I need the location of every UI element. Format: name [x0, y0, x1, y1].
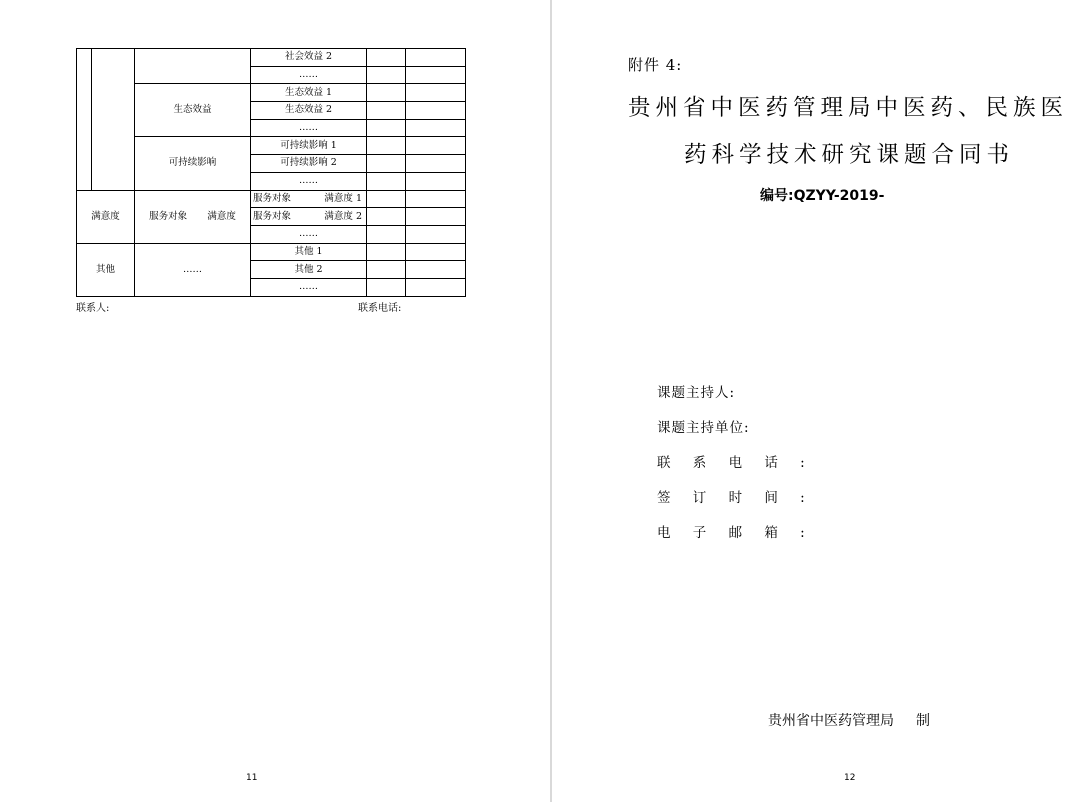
table-cell [77, 49, 92, 191]
table-cell-text: 满意度 1 [324, 192, 362, 204]
table-cell: …… [251, 225, 367, 243]
table-cell [406, 190, 466, 208]
table-cell: …… [251, 278, 367, 296]
table-cell [406, 225, 466, 243]
table-row [77, 84, 466, 102]
issuing-organization: 贵州省中医药管理局 [768, 713, 894, 729]
table-cell-text: 服务对象 [149, 210, 188, 222]
table-cell-text: 满意度 [207, 210, 236, 222]
table-cell [367, 172, 406, 190]
table-cell [406, 208, 466, 226]
table-cell [406, 243, 466, 261]
table-cell [135, 49, 251, 84]
table-cell-text: 服务对象 [253, 192, 292, 204]
host-field-label: 课题主持人: [657, 385, 736, 401]
table-cell: 可持续影响 2 [251, 155, 367, 173]
table-cell [135, 190, 251, 243]
email-field-label: 电 子 邮 箱 : [657, 525, 814, 541]
table-cell-text: 服务对象 [253, 210, 292, 222]
sign-date-field-label: 签 订 时 间 : [657, 490, 814, 506]
table-cell: …… [135, 243, 251, 296]
table-row [77, 49, 466, 67]
table-cell: 生态效益 2 [251, 102, 367, 120]
table-cell: 其他 1 [251, 243, 367, 261]
table-cell [367, 137, 406, 155]
table-cell: 可持续影响 1 [251, 137, 367, 155]
contact-person-label: 联系人: [76, 303, 110, 314]
table-cell [367, 208, 406, 226]
table-cell-text: 满意度 2 [324, 210, 362, 222]
table-cell [406, 49, 466, 67]
document-title-line2: 药科学技术研究课题合同书 [684, 142, 1015, 168]
table-cell: …… [251, 66, 367, 84]
table-cell [367, 190, 406, 208]
table-row [77, 190, 466, 208]
table-cell [406, 172, 466, 190]
performance-indicator-table [76, 48, 466, 297]
table-cell [367, 66, 406, 84]
table-cell: 其他 [77, 243, 135, 296]
table-cell [92, 49, 135, 191]
table-cell [406, 155, 466, 173]
table-cell: …… [251, 119, 367, 137]
table-cell [406, 102, 466, 120]
table-cell [367, 155, 406, 173]
table-cell: 满意度 [77, 190, 135, 243]
table-cell [251, 208, 367, 226]
table-cell [367, 225, 406, 243]
table-cell: 可持续影响 [135, 137, 251, 190]
attachment-label: 附件 4: [628, 56, 683, 74]
document-title-line1: 贵州省中医药管理局中医药、民族医 [628, 95, 1069, 121]
table-cell: 生态效益 1 [251, 84, 367, 102]
table-cell: …… [251, 172, 367, 190]
page-number: 12 [844, 773, 856, 783]
table-cell: 社会效益 2 [251, 49, 367, 67]
table-cell [367, 119, 406, 137]
contact-phone-label: 联系电话: [358, 303, 402, 314]
table-cell [367, 278, 406, 296]
table-cell [367, 49, 406, 67]
table-cell [406, 137, 466, 155]
table-cell [406, 119, 466, 137]
table-cell [406, 66, 466, 84]
right-page [552, 0, 1081, 802]
unit-field-label: 课题主持单位: [657, 420, 750, 436]
table-cell [367, 84, 406, 102]
table-cell [406, 261, 466, 279]
table-cell [406, 84, 466, 102]
table-cell: 生态效益 [135, 84, 251, 137]
table-cell [367, 243, 406, 261]
table-row [77, 137, 466, 155]
phone-field-label: 联 系 电 话 : [657, 455, 814, 471]
page-number: 11 [246, 773, 258, 783]
table-cell [406, 278, 466, 296]
issuing-mark: 制 [916, 713, 930, 729]
table-row [77, 243, 466, 261]
table-cell [367, 261, 406, 279]
table-cell [251, 190, 367, 208]
serial-number: 编号:QZYY-2019- [760, 188, 885, 204]
table-cell [367, 102, 406, 120]
table-cell: 其他 2 [251, 261, 367, 279]
